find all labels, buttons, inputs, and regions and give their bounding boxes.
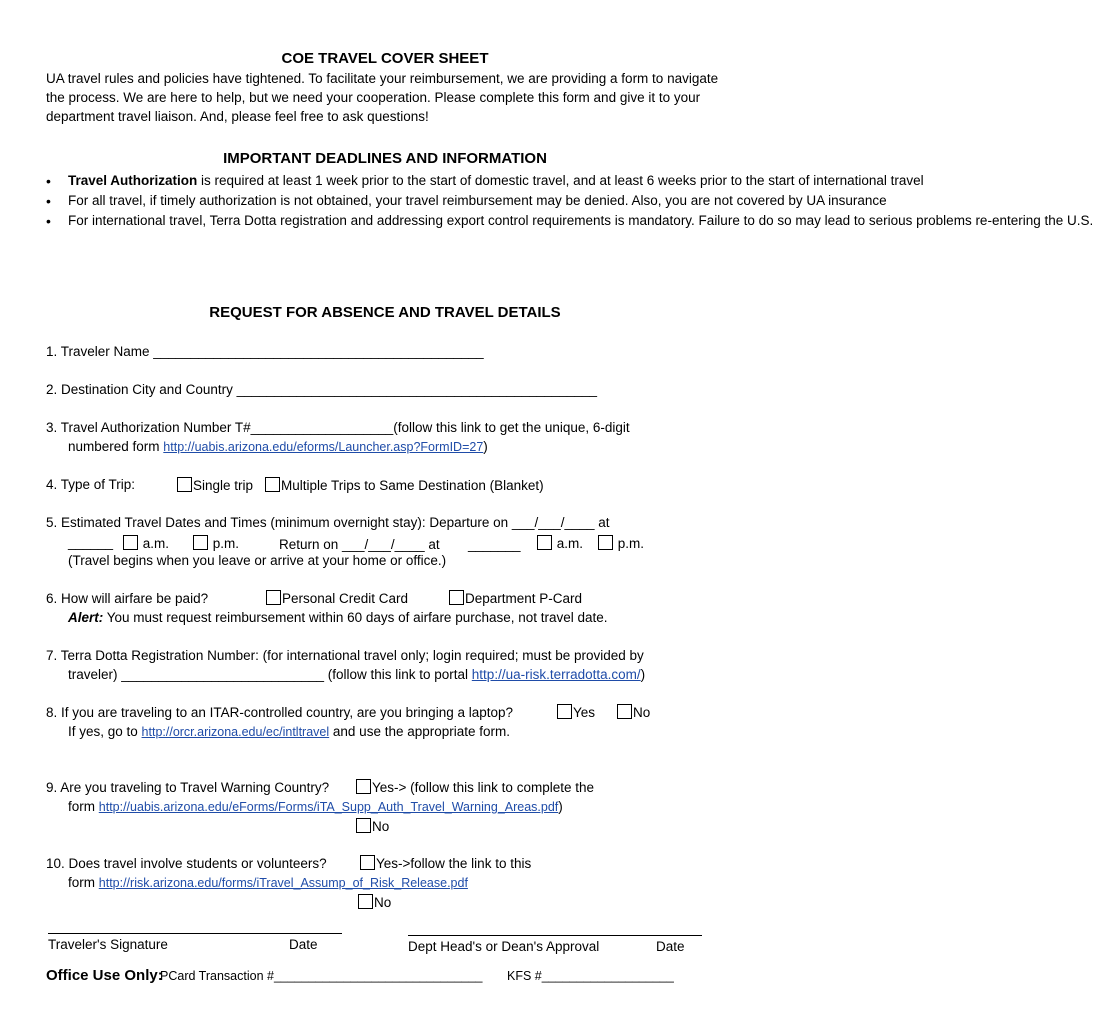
q5-travel-dates[interactable]: 5. Estimated Travel Dates and Times (minimum overnight stay): Departure on ___/___/____ at xyxy=(46,515,610,530)
q9-link[interactable]: http://uabis.arizona.edu/eForms/Forms/iTA_Supp_Auth_Travel_Warning_Areas.pdf xyxy=(98,800,559,814)
q3-close: ) xyxy=(483,439,488,454)
q3-authorization-number[interactable]: 3. Travel Authorization Number T#___________________(follow this link to get the unique, 6-digit xyxy=(46,420,630,435)
q9-yes-option[interactable] xyxy=(356,779,594,795)
kfs-field[interactable]: KFS #___________________ xyxy=(507,969,674,983)
checkbox-single-trip[interactable] xyxy=(177,477,192,492)
intro-paragraph: UA travel rules and policies have tightened. To facilitate your reimbursement, we are providing a form to navigate the process. We are here to help, but we need your cooperation. Please complete this form and give it to your department travel liaison. And, please feel free to ask questions! xyxy=(46,71,719,124)
deadline-bullet-3: • For international travel, Terra Dotta registration and addressing export control requirements is mandatory. Failure to do so may lead to serious problems re-entering the U.S. xyxy=(46,211,736,231)
alert-text: You must request reimbursement within 60 days of airfare purchase, not travel date. xyxy=(103,610,608,625)
q6-airfare: 6. How will airfare be paid? xyxy=(46,591,209,606)
q5-return-pm[interactable] xyxy=(598,535,644,551)
q10-yes-option[interactable] xyxy=(360,855,531,871)
checkbox-departure-pm[interactable] xyxy=(193,535,208,550)
q8-yes-option[interactable] xyxy=(557,704,595,720)
q6-alert xyxy=(68,610,608,625)
q5-return-am[interactable] xyxy=(537,535,583,551)
q8-link[interactable]: http://orcr.arizona.edu/ec/intltravel xyxy=(141,725,330,739)
checkbox-return-am[interactable] xyxy=(537,535,552,550)
deadlines-heading: IMPORTANT DEADLINES AND INFORMATION xyxy=(223,150,547,167)
approval-label: Dept Head's or Dean's Approval xyxy=(408,939,600,954)
q8-no-label: No xyxy=(633,705,651,720)
q1-traveler-name[interactable]: 1. Traveler Name ____________________________________________ xyxy=(46,344,484,359)
checkbox-q10-no[interactable] xyxy=(358,894,373,909)
q3-link[interactable]: http://uabis.arizona.edu/eforms/Launcher.asp?FormID=27 xyxy=(163,440,484,454)
q9-yes-label: Yes-> (follow this link to complete the xyxy=(372,780,594,795)
q7-line2[interactable] xyxy=(68,667,645,682)
traveler-signature-label: Traveler's Signature xyxy=(48,937,168,952)
q5-return-time-blank[interactable]: _______ xyxy=(468,537,521,552)
q6-personal-card-option[interactable] xyxy=(266,590,408,606)
q5-departure-am[interactable] xyxy=(123,535,169,551)
travel-authorization-label: Travel Authorization xyxy=(68,173,198,188)
q10-no-label: No xyxy=(374,895,392,910)
q10-link[interactable]: http://risk.arizona.edu/forms/iTravel_Assump_of_Risk_Release.pdf xyxy=(98,876,468,890)
q7-link[interactable]: http://ua-risk.terradotta.com/ xyxy=(471,667,641,682)
checkbox-multiple-trips[interactable] xyxy=(265,477,280,492)
checkbox-q9-no[interactable] xyxy=(356,818,371,833)
checkbox-department-pcard[interactable] xyxy=(449,590,464,605)
checkbox-return-pm[interactable] xyxy=(598,535,613,550)
q10-prefix: form xyxy=(68,875,99,890)
checkbox-q10-yes[interactable] xyxy=(360,855,375,870)
q8-prefix: If yes, go to xyxy=(68,724,142,739)
date-label-2: Date xyxy=(656,939,685,954)
q5-pm-label-2: p.m. xyxy=(617,536,645,551)
q10-no-option[interactable] xyxy=(358,894,391,910)
checkbox-q8-no[interactable] xyxy=(617,704,632,719)
checkbox-q9-yes[interactable] xyxy=(356,779,371,794)
q9-travel-warning: 9. Are you traveling to Travel Warning Country? xyxy=(46,780,330,795)
q9-no-option[interactable] xyxy=(356,818,389,834)
checkbox-departure-am[interactable] xyxy=(123,535,138,550)
date-label-1: Date xyxy=(289,937,318,952)
q3-link-line xyxy=(68,439,488,454)
q6-pcard-option[interactable] xyxy=(449,590,582,606)
traveler-signature-line[interactable] xyxy=(48,933,342,934)
q4-opt2-label: Multiple Trips to Same Destination (Blanket) xyxy=(281,478,544,493)
q7-prefix: traveler) ___________________________ (follow this link to portal xyxy=(68,667,472,682)
q4-opt1-label: Single trip xyxy=(193,478,254,493)
q7-close: ) xyxy=(640,667,646,682)
q4-multiple-trips-option[interactable] xyxy=(265,477,544,493)
q6-opt1-label: Personal Credit Card xyxy=(282,591,409,606)
q4-single-trip-option[interactable] xyxy=(177,477,253,493)
q3-prefix: numbered form xyxy=(68,439,164,454)
q5-return[interactable]: Return on ___/___/____ at xyxy=(279,537,440,552)
checkbox-personal-credit-card[interactable] xyxy=(266,590,281,605)
q5-am-label-1: a.m. xyxy=(142,536,170,551)
approval-signature-line[interactable] xyxy=(408,935,702,936)
office-use-label: Office Use Only: xyxy=(46,967,163,984)
q8-no-option[interactable] xyxy=(617,704,650,720)
q9-prefix: form xyxy=(68,799,99,814)
q10-line2 xyxy=(68,875,468,890)
q5-pm-label-1: p.m. xyxy=(212,536,240,551)
alert-label: Alert: xyxy=(68,610,104,625)
checkbox-q8-yes[interactable] xyxy=(557,704,572,719)
q5-departure-time-blank[interactable]: ______ xyxy=(68,535,114,550)
deadline-bullet-1-text: is required at least 1 week prior to the start of domestic travel, and at least 6 weeks prior to the start of international travel xyxy=(197,173,924,188)
q9-line2 xyxy=(68,799,563,814)
q8-suffix: and use the appropriate form. xyxy=(329,724,511,739)
q2-destination[interactable]: 2. Destination City and Country ________________________________________________ xyxy=(46,382,597,397)
q10-students-volunteers: 10. Does travel involve students or volunteers? xyxy=(46,856,327,871)
deadlines-list xyxy=(46,171,1093,231)
q10-yes-label: Yes->follow the link to this xyxy=(376,856,532,871)
q8-line2 xyxy=(68,724,510,739)
q8-yes-label: Yes xyxy=(573,705,596,720)
q6-opt2-label: Department P-Card xyxy=(465,591,583,606)
q9-no-label: No xyxy=(372,819,390,834)
q9-close: ) xyxy=(558,799,563,814)
q5-note: (Travel begins when you leave or arrive at your home or office.) xyxy=(68,553,447,568)
q5-am-label-2: a.m. xyxy=(556,536,584,551)
request-heading: REQUEST FOR ABSENCE AND TRAVEL DETAILS xyxy=(209,304,561,321)
q5-departure-pm[interactable] xyxy=(193,535,239,551)
deadline-bullet-1 xyxy=(46,171,924,191)
q7-terra-dotta: 7. Terra Dotta Registration Number: (for international travel only; login required; must be provided by xyxy=(46,648,644,663)
q4-trip-type: 4. Type of Trip: xyxy=(46,477,136,492)
pcard-transaction-field[interactable]: PCard Transaction #______________________________ xyxy=(160,969,483,983)
q8-itar: 8. If you are traveling to an ITAR-controlled country, are you bringing a laptop? xyxy=(46,705,514,720)
deadline-bullet-2: • For all travel, if timely authorization is not obtained, your travel reimbursement may be denied. Also, you are not covered by UA insurance xyxy=(46,191,736,211)
page-title: COE TRAVEL COVER SHEET xyxy=(281,50,489,67)
